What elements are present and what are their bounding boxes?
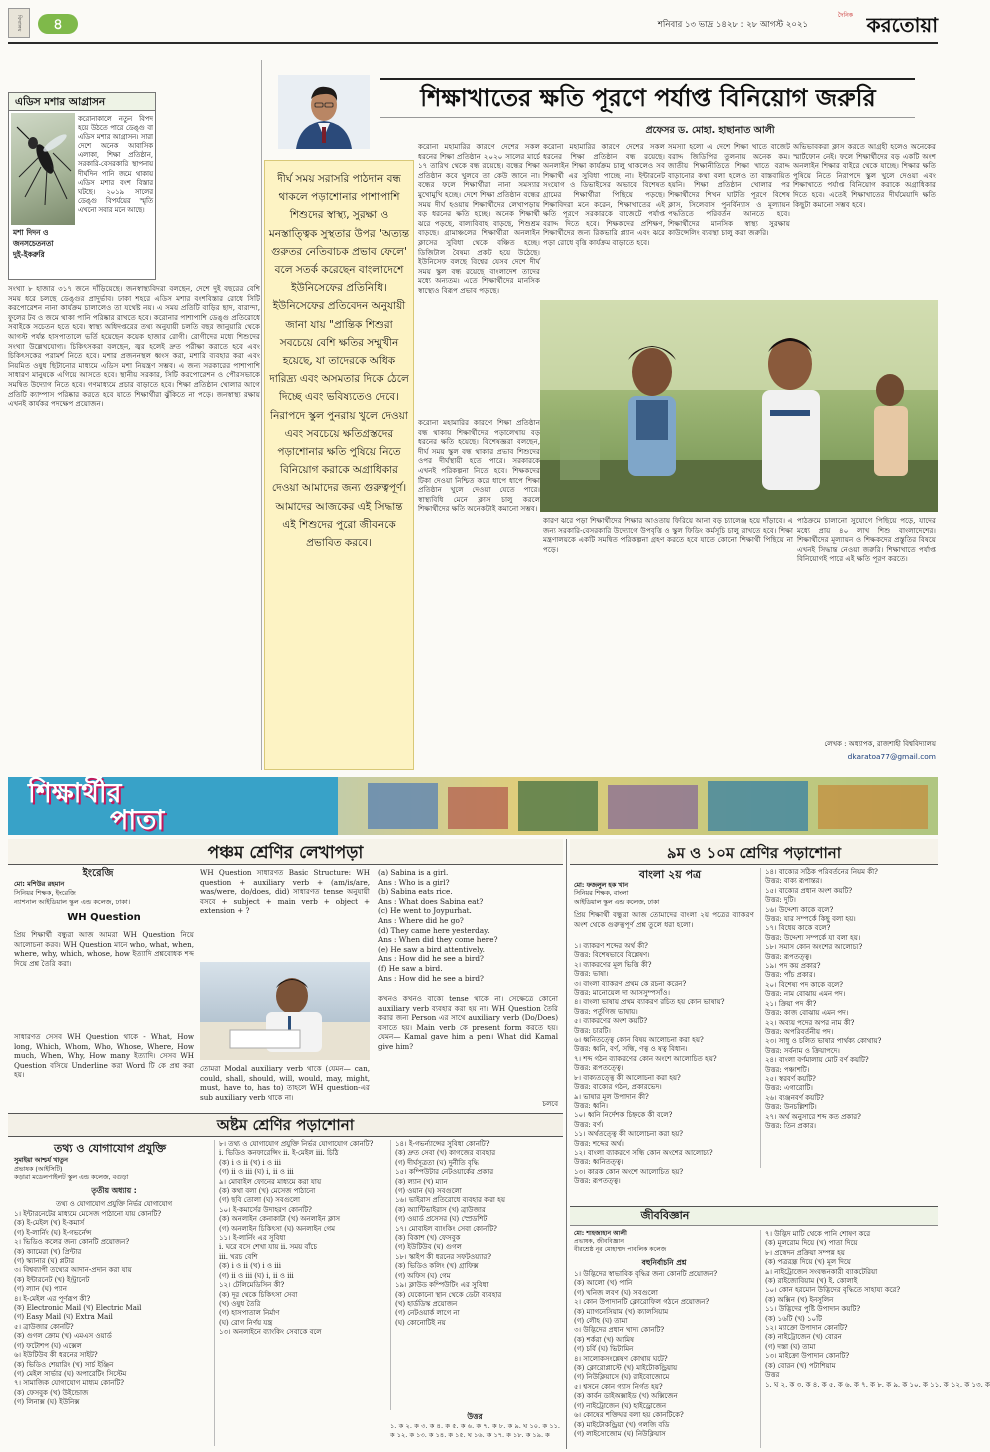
question-line: i. ঘরে বসে শেখা যায় ii. সময় বাঁচে xyxy=(219,1243,318,1252)
qa-line: ৯। ভাষার মূল উপাদান কী? xyxy=(574,1092,649,1101)
question-line: (ক) দ্রুত সেবা (খ) কাগজের ব্যবহার xyxy=(395,1149,496,1158)
qa-line: উত্তর: চারটি। xyxy=(574,1026,611,1035)
question-line: (গ) লিনাক্স (ঘ) ইউনিক্স xyxy=(14,1398,80,1407)
bio-question-line: (ক) পত্ররন্ধ্র দিয়ে (খ) মূল দিয়ে xyxy=(765,1258,851,1267)
question-line: ৯। মোবাইল ফোনের মাধ্যমে করা যায় xyxy=(219,1177,322,1186)
masthead xyxy=(8,6,938,42)
article-col-4: অভিভাবকরা ক্লাস করতে আগ্রহী হলেও অনেকের স্মার্টফোন নেই। ফলে শিক্ষার্থীদের বড় একটি অংশ অনলাইন শিক্ষার বাইরে থেকে যাচ্ছে। শিক্ষার ক্ষতি পুষিয়ে নিতে নিরাপদে স্কুল খুলে দেওয়া এবং শিক্ষাখাতে পর্যাপ্ত বিনিয়োগ করাকে অগ্রাধিকার দিতে হবে। এতেই শিক্ষাখাতের দীর্ঘমেয়াদি ক্ষতি কিছুটা কমানো সম্ভব হবে। xyxy=(793,142,936,209)
question-line: (ক) অনলাইন কেনাকাটা (খ) অনলাইন ক্লাস xyxy=(219,1215,341,1224)
class9-qa-right xyxy=(760,868,936,1168)
class8-teacher: সুমাইয়া আশ্চর্য খাতুন xyxy=(14,1156,68,1164)
class8-teacher-school: কড়ারা মডেলপাইলট স্কুল এন্ড কলেজ, বগুড়া xyxy=(14,1173,129,1182)
example-line: Ans : Where did he go? xyxy=(378,915,464,925)
qa-line: ২১। ক্রিয়া পদ কী? xyxy=(765,999,817,1008)
qa-line: উত্তর: উনচল্লিশটি। xyxy=(765,1103,817,1112)
qa-line: ১১। অর্থতত্ত্বে কী আলোচনা করা হয়? xyxy=(574,1130,684,1139)
question-line: ১০। ই-কমার্সের উদাহরণ কোনটি? xyxy=(219,1205,312,1214)
class8-questions-col-2 xyxy=(214,1140,384,1446)
article-col-bottom-left: করোনা মহামারির কারণে শিক্ষা প্রতিষ্ঠান বন্ধ থাকায় শিক্ষার্থীদের পড়ালেখায় বড় ধরনের ক্ষতি হয়েছে। বিশেষজ্ঞরা বলছেন, দীর্ঘ সময় স্কুল বন্ধ থাকার প্রভাব শিশুদের ওপর দীর্ঘস্থায়ী হতে পারে। সরকারকে এখনই পরিকল্পনা নিতে হবে। শিক্ষকদের টিকা দেওয়া নিশ্চিত করে ধাপে ধাপে শিক্ষা প্রতিষ্ঠান খুলে দেওয়া যেতে পারে। স্বাস্থ্যবিধি মেনে ক্লাস চালু করলে শিক্ষার্থীদের ক্ষতি অনেকটাই কমানো সম্ভব। xyxy=(418,418,540,514)
brand-small: দৈনিক xyxy=(837,12,853,19)
class5-mid-text: তোমরা Modal auxiliary verb থাকে (যেমন— can, could, shall, should, will, would, may, might, must, have to, has to) তাহলে WH question-এর sub auxiliary verb থাকে না। xyxy=(200,1064,370,1102)
question-line: (ক) ভিডিও শেয়ারিং (খ) সার্চ ইঞ্জিন xyxy=(14,1360,114,1369)
question-line: (ক) বিকাশ (খ) ফেসবুক xyxy=(395,1234,461,1243)
question-line: (গ) দীর্ঘসূত্রতা (ঘ) দুর্নীতি বৃদ্ধি xyxy=(395,1158,479,1167)
author-portrait-icon xyxy=(278,75,370,149)
qa-line: উত্তর: বাক্য রূপান্তর। xyxy=(765,877,823,886)
qa-line: উত্তর: রূপতত্ত্ব। xyxy=(765,952,812,961)
qa-line: উত্তর: উদ্দেশ্য সম্পর্কে যা বলা হয়। xyxy=(765,933,861,942)
qa-line: ৪। বাংলা ভাষায় প্রথম ব্যাকরণ রচিত হয় কোন ভাষায়? xyxy=(574,998,725,1007)
bio-question-line: (ক) মূলরোম দিয়ে (খ) পাতা দিয়ে xyxy=(765,1239,858,1248)
class5-intro: প্রিয় শিক্ষার্থী বন্ধুরা আজ আমরা WH Question নিয়ে আলোচনা করব। WH Question মানে who, what, when, where, why, which, whose, how ইত্যাদি প্রশ্নবোধক শব্দ দিয়ে প্রশ্ন তৈরি করা। xyxy=(14,930,194,968)
mosquito-icon xyxy=(11,113,75,225)
bio-question-line: ৬। কোষের শক্তিঘর বলা হয় কোনটিকে? xyxy=(574,1411,684,1420)
qa-line: উত্তর: রূপতত্ত্ব। xyxy=(574,1177,621,1186)
question-line: ২। ভিডিও কলের জন্য কোনটি প্রয়োজন? xyxy=(14,1238,130,1247)
article-col-3: সমস্যা হলো এ দেশে শিক্ষা খাতে বাজেট বরাদ্দ জিডিপির তুলনায় অনেক কম। জাতীয় শিক্ষানীতিতে শিক্ষা খাতে বরাদ্দ বাড়ানোর কথা বলা হলেও তা বাস্তবায়িত হয়নি। শিক্ষা প্রতিষ্ঠান খোলার পর শিক্ষার্থীদের শিখন ঘাটতি পূরণে বিশেষ ক্লাস, সিলেবাস পুনর্বিন্যাস ও মূল্যায়ন পদ্ধতিতে পরিবর্তন আনতে হবে। শিক্ষার্থীদের মানসিক স্বাস্থ্য সুরক্ষায় কাউন্সেলিং ব্যবস্থা চালু করা জরুরি। xyxy=(668,142,790,238)
question-line: ১২। টেলিমেডিসিন কী? xyxy=(219,1281,285,1290)
question-line: (ক) ভিডিও কলিং (খ) গ্রাফিক্স xyxy=(395,1262,479,1271)
example-line: (a) Sabina is a girl. xyxy=(378,868,449,877)
qa-line: উত্তর: কাজ বোঝায় এমন পদ। xyxy=(765,1009,849,1018)
qa-line: ১৫। বাক্যের প্রধান অংশ কয়টি? xyxy=(765,886,853,895)
wh-question-title: WH Question xyxy=(67,912,141,923)
class5-right-text: কখনও কখনও বাক্যে tense থাকে না। সেক্ষেত্রে কোনো auxiliary verb ব্যবহার করা হয় না। WH Question তৈরি করার জন্য Person এর সাথে auxiliary verb (Do/Does) বসাতে হয়। Main verb কে present form করতে হয়। যেমন— Kamal gave him a pen। What did Kamal give him? xyxy=(378,994,558,1051)
aedes-body-2: সংখ্যা ৮ হাজার ৩১৭ জনে দাঁড়িয়েছে। জনস্বাস্থ্যবিদরা বলছেন, দেশে দুই বছরের বেশি সময় ধরে চলছে ডেঙ্গুর প্রাদুর্ভাব। ঢাকা শহরে এডিস মশার বংশবিস্তার রোধে সিটি করপোরেশন নানা কার্যক্রম চালালেও তা যথেষ্ট নয়। এ সময় প্রতিটি বাড়ির ছাদ, বারান্দা, ফুলের টব ও জমে থাকা পানি পরিষ্কার রাখতে হবে। করোনার পাশাপাশি ডেঙ্গু প্রতিরোধে সবাইকে সচেতন হতে হবে। স্বাস্থ্য অধিদপ্তরের তথ্য অনুযায়ী চলতি বছর জানুয়ারি থেকে আগস্ট পর্যন্ত হাসপাতালে ভর্তি হয়েছেন কয়েক হাজার রোগী। রোগীদের মধ্যে শিশুদের সংখ্যা উল্লেখযোগ্য। চিকিৎসকরা বলছেন, জ্বর হলেই দ্রুত পরীক্ষা করাতে হবে এবং চিকিৎসকের পরামর্শ নিতে হবে। মশার প্রজননস্থল ধ্বংস করা, মশারি ব্যবহার করা এবং নিয়মিত ওষুধ ছিটানোর মাধ্যমে এডিস মশা নিয়ন্ত্রণ সম্ভব। এ জন্য সরকারের পাশাপাশি সাধারণ মানুষকে এগিয়ে আসতে হবে। স্থানীয় সরকার, সিটি করপোরেশন ও পৌরসভাকে সমন্বিত উদ্যোগ নিতে হবে। গণমাধ্যমে প্রচার বাড়াতে হবে। শিক্ষা প্রতিষ্ঠান খোলার আগে প্রতিটি ক্যাম্পাস পরিষ্কার করতে হবে যাতে শিক্ষার্থীরা ঝুঁকিতে না পড়ে। জনস্বাস্থ্য রক্ষায় এখনই কার্যকর পদক্ষেপ প্রয়োজন। xyxy=(8,284,260,409)
question-line: (ক) গুগল ক্রোম (খ) এমএস ওয়ার্ড xyxy=(14,1332,112,1341)
qa-line: উত্তর: রূপতত্ত্বে। xyxy=(574,1064,624,1073)
qa-line: ১৭। বিধেয় কাকে বলে? xyxy=(765,924,831,933)
question-line: (ঘ) কোনোটিই নয় xyxy=(395,1318,446,1327)
qa-line: উত্তর: পর্তুগিজ ভাষায়। xyxy=(574,1007,638,1016)
question-line: (গ) ইউটিউব (ঘ) গুগল xyxy=(395,1243,462,1252)
qa-line: ১৬। উদ্দেশ্য কাকে বলে? xyxy=(765,905,834,914)
qa-line: উত্তর: এগারোটি। xyxy=(765,1084,813,1093)
bio-question-line: (গ) নিউক্লিয়াসে (ঘ) রাইবোজোমে xyxy=(574,1373,670,1382)
class8-teacher-block xyxy=(14,1156,214,1182)
bio-question-line: (ক) শর্করা (খ) আমিষ xyxy=(574,1335,634,1344)
qa-line: ১০। ধ্বনি নির্দেশক চিহ্নকে কী বলে? xyxy=(574,1111,673,1120)
article-col-2: করোনা মহামারির কারণে দেশের সকল ধরনের শিক্ষা প্রতিষ্ঠান বন্ধ রয়েছে। অনলাইন শিক্ষা কার্যক্রম চালু থাকলেও সব শিক্ষার্থী এর সুবিধা পাচ্ছে না। ইন্টারনেট সংযোগ ও ডিভাইসের অভাবে বিশেষত গ্রামের শিক্ষার্থীরা পিছিয়ে পড়ছে। শিক্ষাবিদরা মনে করেন, শিক্ষাখাতের এই ক্ষতি পূরণে সরকারকে বাজেটে পর্যাপ্ত বরাদ্দ দিতে হবে। শিক্ষকদের প্রশিক্ষণ, শিক্ষার্থীদের জন্য রিকভারি প্ল্যান এবং ঝরে পড়া রোধে বৃত্তি কার্যক্রম বাড়াতে হবে। xyxy=(543,142,665,247)
caption-line-2: জনসচেতনতা xyxy=(13,239,54,248)
qa-line: ১৪। বাক্যের সঠিক পরিবর্তনের নিয়ম কী? xyxy=(765,868,878,876)
bio-questions-right xyxy=(760,1230,990,1448)
question-line: (ক) ফেসবুক (খ) উইন্ডোজ xyxy=(14,1388,89,1397)
qa-line: ২। ব্যাকরণের মূল ভিত্তি কী? xyxy=(574,960,652,969)
bio-title: জীববিজ্ঞান xyxy=(640,1209,690,1222)
class5-examples xyxy=(378,868,558,983)
mosquito-photo xyxy=(11,113,75,225)
qa-line: ২৫। স্বরবর্ণ কয়টি? xyxy=(765,1074,816,1083)
example-line: Ans : When did they come here? xyxy=(378,935,498,945)
class8-title: অষ্টম শ্রেণির পড়াশোনা xyxy=(216,1116,355,1134)
bio-question-line: (ক) মাইটোকন্ড্রিয়া (খ) গলজি বডি xyxy=(574,1420,670,1429)
question-line: (গ) ল্যান (ঘ) প্যান xyxy=(14,1285,67,1294)
bio-question-line: ৯। নাইট্রোজেন সংবন্ধনকারী ব্যাকটেরিয়া xyxy=(765,1267,878,1276)
date-line: শনিবার ১৩ ভাদ্র ১৪২৮ : ২৮ আগস্ট ২০২১ xyxy=(657,20,808,30)
qa-line: ৮। বাক্যতত্ত্বে কী আলোচনা করা হয়? xyxy=(574,1073,681,1082)
divider-left-col xyxy=(261,60,262,770)
example-line: Ans : What does Sabina eat? xyxy=(378,896,484,906)
example-line: (c) He went to Joypurhat. xyxy=(378,906,472,916)
question-line: (গ) ii ও iii (ঘ) i, ii ও iii xyxy=(219,1271,294,1280)
aedes-body-1: করোনাকালে নতুন বিপদ হয়ে উঠতে পারে ডেঙ্গু বা এডিস মশার আগ্রাসন। সারা দেশে অনেক আবাসিক এলাকা, শিক্ষা প্রতিষ্ঠান, সরকারি-বেসরকারি স্থাপনায় দীর্ঘদিন পানি জমে থাকায় এডিস মশার বংশ বিস্তার ঘটছে। ২০১৯ সালের ডেঙ্গু বিপর্যয়ের স্মৃতি এখনো সবার মনে আছে। xyxy=(78,115,153,214)
question-line: (গ) ii ও iii (ঘ) i, ii ও iii xyxy=(219,1168,294,1177)
bio-question-line: (গ) লৌহ (ঘ) তামা xyxy=(574,1317,628,1326)
class5-teacher-school: ন্যাশনাল আইডিয়াল স্কুল এন্ড কলেজ, ঢাকা। xyxy=(14,898,131,906)
students-walking-icon xyxy=(540,300,938,512)
question-line: ১১। ই-লার্নিং এর সুবিধা xyxy=(219,1234,286,1243)
class5-teacher: মো: মশিউর রহমান xyxy=(14,880,65,888)
class9-qa-left xyxy=(574,942,754,1202)
bio-question-line: ১। উদ্ভিদের স্বাভাবিক বৃদ্ধির জন্য কোনটি প্রয়োজন? xyxy=(574,1270,718,1278)
banner-line-1: শিক্ষার্থীর xyxy=(28,778,122,809)
author-note: লেখক : অধ্যাপক, রাজশাহী বিশ্ববিদ্যালয় xyxy=(824,740,936,748)
qa-line: ২৩। সাধু ও চলিত ভাষার পার্থক্য কোথায়? xyxy=(765,1037,882,1046)
bio-question-line: (ক) নাইট্রোজেন (খ) বোরন xyxy=(765,1333,842,1342)
class8-answers: ১. ক ২. ক ৩. ক ৪. ক ৫. ক ৬. ক ৭. ক ৮. ক ৯. ঘ ১০. ক ১১. ক ১২. ক ১৩. ক ১৪. ক ১৫. ঘ ১৬. ক ১৭. ক ১৮. ক ১৯. ক xyxy=(390,1422,560,1439)
question-line: ১৯। ক্লাউড কম্পিউটিং এর সুবিধা xyxy=(395,1281,489,1290)
question-line: (গ) অনলাইন চিকিৎসা (ঘ) অনলাইন গেম xyxy=(219,1224,335,1233)
class5-subject: ইংরেজি xyxy=(82,868,114,879)
question-line: ৪। ই-মেইল এর পূর্ণরূপ কী? xyxy=(14,1294,91,1303)
question-line: i. ভিডিও কনফারেন্সিং ii. ই-মেইল iii. চিঠি xyxy=(219,1149,339,1158)
question-line: ১৫। কম্পিউটার নেটওয়ার্কের প্রকার xyxy=(395,1168,494,1177)
qa-line: ১৮। সমাস কোন অংশের আলোচ্য? xyxy=(765,943,863,952)
qa-line: উত্তর: বিশেষভাবে বিশ্লেষণ। xyxy=(574,951,650,960)
question-line: ৭। সামাজিক যোগাযোগ মাধ্যম কোনটি? xyxy=(14,1379,124,1388)
author-photo xyxy=(278,75,370,149)
qa-line: উত্তর: নাম বোঝায় এমন পদ। xyxy=(765,990,846,999)
bio-question-line: (ক) অক্সিন (খ) ইনসুলিন xyxy=(765,1295,834,1304)
main-headline: শিক্ষাখাতের ক্ষতি পূরণে পর্যাপ্ত বিনিয়োগ জরুরি xyxy=(420,84,876,112)
bio-teacher-block xyxy=(574,1230,754,1255)
qa-line: উত্তর: মানোয়েল দা আসসুম্পসাঁও। xyxy=(574,989,670,998)
author-email: dkaratoa77@gmail.com xyxy=(847,752,936,761)
qa-line: ২৭। অর্থ অনুসারে শব্দ কত প্রকার? xyxy=(765,1112,861,1121)
qa-line: উত্তর: সর্বনাম ও ক্রিয়াপদে। xyxy=(765,1046,840,1055)
question-line: (গ) Easy Mail (ঘ) Extra Mail xyxy=(14,1313,113,1322)
class8-chapter: তৃতীয় অধ্যায় : xyxy=(91,1186,137,1195)
class9-title: ৯ম ও ১০ম শ্রেণির পড়াশোনা xyxy=(666,844,842,862)
bio-question-line: ৪। সালোকসংশ্লেষণ কোথায় ঘটে? xyxy=(574,1354,668,1363)
masthead-rule xyxy=(8,42,938,44)
class5-continued: চলবে xyxy=(542,1100,558,1108)
example-line: (f) He saw a bird. xyxy=(378,963,443,973)
bio-question-line: (ক) কার্বন ডাইঅক্সাইড (খ) অক্সিজেন xyxy=(574,1392,678,1401)
question-line: (ক) Electronic Mail (খ) Electric Mail xyxy=(14,1304,142,1313)
bio-question-line: ২। কোন উপাদানটি ক্লোরোফিল গঠনে প্রয়োজন? xyxy=(574,1298,710,1307)
qa-line: উত্তর: ধ্বনি। xyxy=(574,1101,609,1110)
qa-line: উত্তর: ধ্বনি, বর্ণ, সন্ধি, ণত্ব ও ষত্ব বিধান। xyxy=(574,1045,688,1054)
question-line: ১৩। অনলাইনে ব্যাংকিং সেবাকে বলে xyxy=(219,1328,322,1337)
article-col-1: করোনা মহামারির কারণে দেশের সকল ধরনের শিক্ষা প্রতিষ্ঠান ২০২০ সালের মার্চে ১৭ তারিখ থেকে বন্ধ রয়েছে। বন্ধের শিক্ষা প্রতিষ্ঠান কবে খুলবে তা কেউ জানে না। বন্ধের ফলে শিক্ষার্থীরা নানা সমস্যার মুখোমুখি হচ্ছে। দেশে শিক্ষা প্রতিষ্ঠান বন্ধের সময় দীর্ঘ হওয়ায় শিক্ষার্থীদের লেখাপড়ায় বড় ধরনের ক্ষতি হচ্ছে। অনেক শিক্ষার্থী ঝরে পড়ছে, বাল্যবিবাহ বাড়ছে, শিশুশ্রম বাড়ছে। গ্রামাঞ্চলের শিক্ষার্থীরা অনলাইন ক্লাসের সুবিধা থেকে বঞ্চিত হচ্ছে। ডিজিটাল বৈষম্য প্রকট হয়ে উঠেছে। ইউনিসেফ বলছে বিশ্বের যেসব দেশে দীর্ঘ সময় স্কুল বন্ধ রয়েছে বাংলাদেশ তাদের মধ্যে অন্যতম। এতে শিক্ষার্থীদের মানসিক স্বাস্থ্যেও বিরূপ প্রভাব পড়ছে। xyxy=(418,142,540,295)
class9-subject: বাংলা ২য় পত্র xyxy=(638,868,702,881)
class8-teacher-role: প্রভাষক (আইসিটি) xyxy=(14,1164,63,1173)
qa-line: ২২। অব্যয় পদের অপর নাম কী? xyxy=(765,1018,855,1027)
qa-line: ১৩। কারক কোন অংশে আলোচিত হয়? xyxy=(574,1167,684,1176)
article-col-bottom-right: পাঠক্রমে চালানো সুযোগে পিছিয়ে পড়ে, যাদের মধ্যে প্রায় ৪০ লাখ শিশু বাংলাদেশের। শিক্ষার্থীদের মূল্যায়ন ও শিক্ষকদের প্রস্তুতির বিষয়ে এখনই সিদ্ধান্ত নেওয়া জরুরি। শিক্ষাখাতে পর্যাপ্ত বিনিয়োগই পারে এই ক্ষতি পূরণ করতে। xyxy=(797,516,936,564)
article-col-bottom-mid: কারণ ঝরে পড়া শিক্ষার্থীদের শিক্ষার আওতায় ফিরিয়ে আনা বড় চ্যালেঞ্জ হয়ে দাঁড়াবে। এ জন্য সরকারি-বেসরকারি উদ্যোগে উপবৃত্তি ও স্কুল ফিডিং কর্মসূচি চালু রাখতে হবে। শিক্ষা মন্ত্রণালয়কে একটি সমন্বিত পরিকল্পনা গ্রহণ করতে হবে যাতে কোনো শিক্ষার্থী পিছিয়ে না পড়ে। xyxy=(543,516,793,554)
qa-line: ৩। বাংলা ব্যাকরণ প্রথম কে রচনা করেন? xyxy=(574,979,687,988)
bio-question-line: (গ) চর্বি (ঘ) ভিটামিন xyxy=(574,1345,634,1354)
bio-question-line: ১. ঘ ২. ক ৩. ক ৪. ক ৫. ক ৬. ক ৭. ক ৮. ক ৯. ক ১০. ক ১১. ক ১২. ক ১৩. ক xyxy=(765,1380,990,1389)
question-line: (ক) দূর থেকে চিকিৎসা সেবা xyxy=(219,1290,298,1299)
question-line: (ক) অ্যান্টিভাইরাস (খ) ব্রাউজার xyxy=(395,1205,486,1214)
student-studying-photo xyxy=(200,962,370,1060)
bio-chapter: বহুনির্বাচনি প্রশ্ন xyxy=(641,1258,687,1267)
question-line: ৩। বিশ্বব্যাপী তথ্যের আদান-প্রদান করা যায় xyxy=(14,1266,132,1275)
qa-line: উত্তর: পঞ্চাশটি। xyxy=(765,1065,810,1074)
bio-question-line: ১০। কোন হরমোন উদ্ভিদের বৃদ্ধিতে সাহায্য করে? xyxy=(765,1286,901,1295)
question-line: (ক) ইন্টারনেট (খ) ইন্ট্রানেট xyxy=(14,1275,90,1284)
question-line: (ক) কথা বলা (খ) মেসেজ পাঠানো xyxy=(219,1187,316,1196)
class5-structure: WH Question সাধারণত Basic Structure: WH question + auxiliary verb + (am/is/are, was/were, do/does, did) সাধারণত tense অনুযায়ী বসবে + subject + main verb + object + extension + ? xyxy=(200,868,370,916)
question-line: (ক) ক্যামেরা (খ) প্রিন্টার xyxy=(14,1247,82,1256)
qa-line: ৫। ব্যাকরণের অংশ কয়টি? xyxy=(574,1017,648,1026)
bio-question-line: ১১। উদ্ভিদের পুষ্টি উপাদান কয়টি? xyxy=(765,1305,861,1314)
bio-question-line: ৭। উদ্ভিদ মাটি থেকে পানি শোষণ করে xyxy=(765,1230,871,1238)
class8-questions-col-3 xyxy=(390,1140,560,1410)
bio-question-line: ৫। শ্বসনে কোন গ্যাস নির্গত হয়? xyxy=(574,1382,663,1391)
divider-vertical-main xyxy=(566,839,567,1449)
qa-line: ১২। বাংলা ব্যাকরণে সন্ধি কোন অংশের আলোচ্য? xyxy=(574,1148,713,1157)
class8-answer-title: উত্তর xyxy=(467,1412,483,1421)
example-line: (e) He saw a bird attentively. xyxy=(378,944,485,954)
bio-question-line: ৮। প্রস্বেদন প্রক্রিয়া সম্পন্ন হয় xyxy=(765,1248,845,1257)
bio-question-line: (ক) আলো (খ) পানি xyxy=(574,1279,633,1288)
bio-question-line: (ক) ক্লোরোপ্লাস্টে (খ) মাইটোকন্ড্রিয়ায় xyxy=(574,1364,678,1373)
bio-question-line: (গ) দস্তা (ঘ) তামা xyxy=(765,1342,816,1351)
class9-teacher-role: সিনিয়র শিক্ষক, বাংলা xyxy=(574,890,629,898)
question-line: ৫। ব্রাউজার কোনটি? xyxy=(14,1322,74,1331)
class8-chapter-sub: তথ্য ও যোগাযোগ প্রযুক্তি নির্ভর যোগাযোগ xyxy=(56,1200,172,1208)
question-line: ১। ইন্টারনেটের মাধ্যমে মেসেজ পাঠানো যায় কোনটি? xyxy=(14,1210,162,1218)
question-line: (ক) i ও ii (খ) i ও iii xyxy=(219,1158,281,1167)
bio-question-line: (গ) নাইট্রোজেন (ঘ) হাইড্রোজেন xyxy=(574,1401,667,1410)
bio-question-line: ৩। উদ্ভিদের প্রধান খাদ্য কোনটি? xyxy=(574,1326,665,1335)
question-line: (গ) অফিস (ঘ) গেম xyxy=(395,1271,451,1280)
question-line: (গ) হাসপাতাল নির্মাণ xyxy=(219,1309,280,1318)
question-line: (ঘ) রোগ নির্ণয় যন্ত্র xyxy=(219,1318,273,1327)
bio-question-line: (ক) ম্যাগনেসিয়াম (খ) ক্যালসিয়াম xyxy=(574,1307,669,1316)
example-line: (b) Sabina eats rice. xyxy=(378,887,453,897)
caption-line-1: মশা দিদন ও xyxy=(13,228,49,237)
bio-question-line: (গ) খনিজ লবণ (ঘ) সবগুলো xyxy=(574,1288,658,1297)
bio-question-line: ১৩। মাইক্রো উপাদান কোনটি? xyxy=(765,1352,850,1361)
qa-line: উত্তর: পাঁচ প্রকার। xyxy=(765,971,816,980)
example-line: Ans : How did he see a bird? xyxy=(378,954,484,964)
question-line: ৮। তথ্য ও যোগাযোগ প্রযুক্তি নির্ভর যোগাযোগ কোনটি? xyxy=(219,1140,374,1148)
question-line: (গ) ছবি তোলা (ঘ) সবগুলো xyxy=(219,1196,301,1205)
page-number: ৪ xyxy=(53,15,63,33)
brand-name: করতোয়া xyxy=(866,13,938,37)
question-line: (গ) নেটওয়ার্ক লাগে না xyxy=(395,1309,460,1318)
aedes-box xyxy=(8,92,156,280)
qa-line: উত্তর: শব্দের অর্থ। xyxy=(574,1139,624,1148)
bio-question-line: (ক) বোরন (খ) পটাশিয়াম xyxy=(765,1361,836,1370)
bio-question-line: ১২। ম্যাক্রো উপাদান কোনটি? xyxy=(765,1324,848,1333)
caption-line-3: দুই-ইকরুরি xyxy=(13,250,45,259)
question-line: (গ) ওয়ার্ড প্রসেসর (ঘ) স্প্রেডশিট xyxy=(395,1215,488,1224)
class9-intro: প্রিয় শিক্ষার্থী বন্ধুরা আজ তোমাদের বাংলা ২য় পত্রের ব্যাকরণ অংশ থেকে গুরুত্বপূর্ণ প্রশ্ন তুলে ধরা হলো। xyxy=(574,910,754,929)
class9-teacher-school: আইডিয়াল স্কুল এন্ড কলেজ, ঢাকা xyxy=(574,898,660,906)
question-line: (ক) ই-মেইল (খ) ই-কমার্স xyxy=(14,1219,85,1228)
bio-teacher: মো: শাহজাহান আলী xyxy=(574,1230,627,1237)
class9-teacher: মো: ফজলুল হক খান xyxy=(574,882,629,889)
student-writing-icon xyxy=(200,962,370,1060)
question-line: (ক) i ও ii (খ) i ও iii xyxy=(219,1262,281,1271)
qa-line: উত্তর: দুটি। xyxy=(765,896,796,905)
question-line: (খ) হার্ডডিস্ক প্রয়োজন xyxy=(395,1299,458,1308)
question-line: (গ) ফটোশপ (ঘ) এক্সেল xyxy=(14,1341,82,1350)
example-line: (d) They came here yesterday. xyxy=(378,925,490,935)
bio-questions-left xyxy=(574,1270,754,1448)
question-line: (গ) ওয়ান (ঘ) সবগুলো xyxy=(395,1187,462,1196)
class5-teacher-role: সিনিয়র শিক্ষক, ইংরেজি xyxy=(14,889,76,897)
question-line: (ক) যেকোনো স্থান থেকে ডেটা ব্যবহার xyxy=(395,1290,502,1299)
qa-line: ১। ব্যাকরণ শব্দের অর্থ কী? xyxy=(574,942,648,950)
question-line: (খ) ওষুধ তৈরি xyxy=(219,1299,261,1308)
class5-title: পঞ্চম শ্রেণির লেখাপড়া xyxy=(207,843,364,863)
bio-question-line: উত্তর xyxy=(765,1371,780,1380)
class9-teacher-block xyxy=(574,882,754,907)
question-line: (গ) মেইল সার্ভার (ঘ) অপারেটিং সিস্টেম xyxy=(14,1369,127,1378)
qa-line: উত্তর: বর্ণ। xyxy=(574,1120,604,1129)
qa-line: উত্তর: বাক্যের গঠন, প্রকারভেদ। xyxy=(574,1083,662,1092)
bio-teacher-school: বীরশ্রেষ্ঠ নূর মোহাম্মদ পাবলিক কলেজ xyxy=(574,1246,667,1254)
question-line: ৬। ইউটিউব কী ধরনের সাইট? xyxy=(14,1351,98,1360)
bio-teacher-role: প্রভাষক, জীববিজ্ঞান xyxy=(574,1238,625,1246)
qa-line: ৬। ধ্বনিতত্ত্বে কোন বিষয় আলোচনা করা হয়? xyxy=(574,1036,704,1045)
qa-line: ২০। বিশেষ্য পদ কাকে বলে? xyxy=(765,980,843,989)
banner-line-2: পাতা xyxy=(110,805,165,836)
question-line: ১৭। মোবাইল ব্যাংকিং সেবা কোনটি? xyxy=(395,1224,497,1233)
bio-question-line: (ক) ১৬টি (খ) ১০টি xyxy=(765,1314,822,1323)
question-line: iii. খরচ বেশি xyxy=(219,1252,258,1261)
qa-line: উত্তর: তিন প্রকার। xyxy=(765,1121,817,1130)
qa-line: ২৪। বাংলা বর্ণমালায় মোট বর্ণ কয়টি? xyxy=(765,1056,869,1065)
students-photo xyxy=(540,300,938,512)
class5-teacher-block xyxy=(14,880,194,907)
qa-line: উত্তর: ধ্বনিতত্ত্ব। xyxy=(574,1158,624,1167)
example-line: Ans : How did he see a bird? xyxy=(378,973,484,983)
main-byline: প্রফেসর ড. মোহা. হাছানাত আলী xyxy=(645,125,775,136)
qa-line: ১৯। পদ কয় প্রকার? xyxy=(765,962,821,971)
bio-question-line: (ক) রাইজোবিয়াম (খ) ই. কোলাই xyxy=(765,1277,858,1286)
pullquote-text: দীর্ঘ সময় সরাসরি পাঠদান বন্ধ থাকলে পড়াশোনার পাশাপাশি শিশুদের স্বাস্থ্য, সুরক্ষা ও মনস্তাত্ত্বিক সুস্থতার উপর 'অত্যন্ত গুরুতর নেতিবাচক প্রভাব ফেলে' বলে সতর্ক করেছেন বাংলাদেশে ইউনিসেফের প্রতিনিধি। ইউনিসেফের প্রতিবেদন অনুযায়ী জানা যায় "প্রান্তিক শিশুরা সবচেয়ে বেশি ক্ষতির সম্মুখীন হয়েছে, যা তাদেরকে অধিক দারিদ্র্য এবং অসমতার দিকে ঠেলে দিচ্ছে এবং ভবিষ্যতেও দেবে। নিরাপদে স্কুল পুনরায় খুলে দেওয়া এবং সবচেয়ে ক্ষতিগ্রস্তদের পড়াশোনার ক্ষতি পুষিয়ে নিতে বিনিয়োগ করাকে অগ্রাধিকার দেওয়া আমাদের জন্য গুরুত্বপূর্ণ। আমাদের আজকের এই সিদ্ধান্ত এই শিশুদের পুরো জীবনকে প্রভাবিত করবে। xyxy=(268,173,410,550)
question-line: (ক) ল্যান (খ) ম্যান xyxy=(395,1177,448,1186)
aedes-title: এডিস মশার আগ্রাসন xyxy=(15,96,106,108)
qa-line: উত্তর: ভাষা। xyxy=(574,970,609,979)
bio-question-line: (গ) লাইসোজোম (ঘ) নিউক্লিয়াস xyxy=(574,1429,666,1438)
qa-line: ৭। শব্দ গঠন ব্যাকরণের কোন অংশে আলোচিত হয়? xyxy=(574,1054,717,1063)
page-logo-left: বিদ্যালয় xyxy=(8,8,30,38)
question-line: ১৪। ই-গভর্ন্যান্সের সুবিধা কোনটি? xyxy=(395,1140,490,1148)
class8-subject: তথ্য ও যোগাযোগ প্রযুক্তি xyxy=(53,1142,167,1155)
qa-line: উত্তর: অপরিবর্তনীয় পদ। xyxy=(765,1027,834,1036)
question-line: ১৬। ভাইরাস প্রতিরোধে ব্যবহার করা হয় xyxy=(395,1196,505,1205)
class5-rules: সাধারণত সেসব WH Question থাকে - What, How long, Which, Whom, Who, Whose, Where, How much, When, Why, How many ইত্যাদি। সেসব WH Question বসিয়ে Underline করা Word টি কে প্রশ্ন করা হয়। xyxy=(14,1032,194,1080)
qa-line: ২৬। ব্যঞ্জনবর্ণ কয়টি? xyxy=(765,1093,824,1102)
class8-questions-col-1 xyxy=(14,1210,204,1446)
example-line: Ans : Who is a girl? xyxy=(378,877,450,887)
question-line: (গ) ই-লার্নিং (ঘ) ই-গভর্নেন্স xyxy=(14,1228,92,1237)
qa-line: উত্তর: যার সম্পর্কে কিছু বলা হয়। xyxy=(765,915,856,924)
question-line: (গ) স্ক্যানার (ঘ) প্লটার xyxy=(14,1257,75,1266)
question-line: ১৮। স্কাইপ কী ধরনের সফটওয়্যার? xyxy=(395,1252,491,1261)
aedes-caption xyxy=(13,227,75,260)
